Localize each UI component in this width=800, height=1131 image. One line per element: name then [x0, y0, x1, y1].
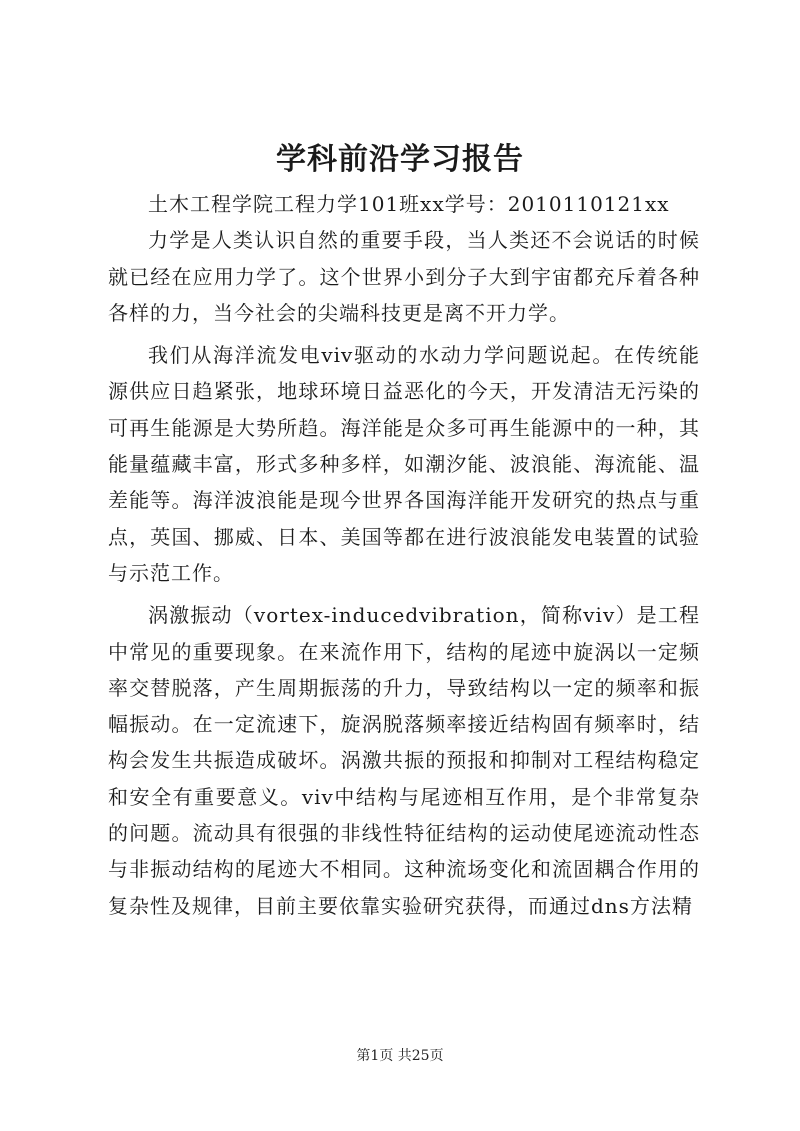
paragraph-viv: 涡激振动（vortex-inducedvibration，简称viv）是工程中常见的重要现象。在来流作用下，结构的尾迹中旋涡以一定频率交替脱落，产生周期振荡的升力，导致结构以一定的频率和振幅振动。在一定流速下，旋涡脱落频率接近结构固有频率时，结构会发生共振造成破坏。涡激共振的预报和抑制对工程结构稳定和安全有重要意义。viv中结构与尾迹相互作用，是个非常复杂的问题。流动具有很强的非线性特征结构的运动使尾迹流动性态与非振动结构的尾迹大不相同。这种流场变化和流固耦合作用的复杂性及规律，目前主要依靠实验研究获得，而通过dns方法精 — [108, 603, 700, 918]
paragraph-intro: 力学是人类认识自然的重要手段，当人类还不会说话的时候就已经在应用力学了。这个世界小到分子大到宇宙都充斥着各种各样的力，当今社会的尖端科技更是离不开力学。 — [108, 228, 700, 325]
document-body — [108, 186, 700, 930]
page-title: 学科前沿学习报告 — [276, 142, 524, 177]
author-line: 土木工程学院工程力学101班xx学号：2010110121xx — [148, 192, 670, 216]
page-number-footer: 第1页 共25页 — [356, 1048, 444, 1064]
paragraph-ocean-energy: 我们从海洋流发电viv驱动的水动力学问题说起。在传统能源供应日趋紧张，地球环境日益恶化的今天，开发清洁无污染的可再生能源是大势所趋。海洋能是众多可再生能源中的一种，其能量蕴藏丰富，形式多种多样，如潮汐能、波浪能、海流能、温差能等。海洋波浪能是现今世界各国海洋能开发研究的热点与重点，英国、挪威、日本、美国等都在进行波浪能发电装置的试验与示范工作。 — [108, 343, 700, 585]
